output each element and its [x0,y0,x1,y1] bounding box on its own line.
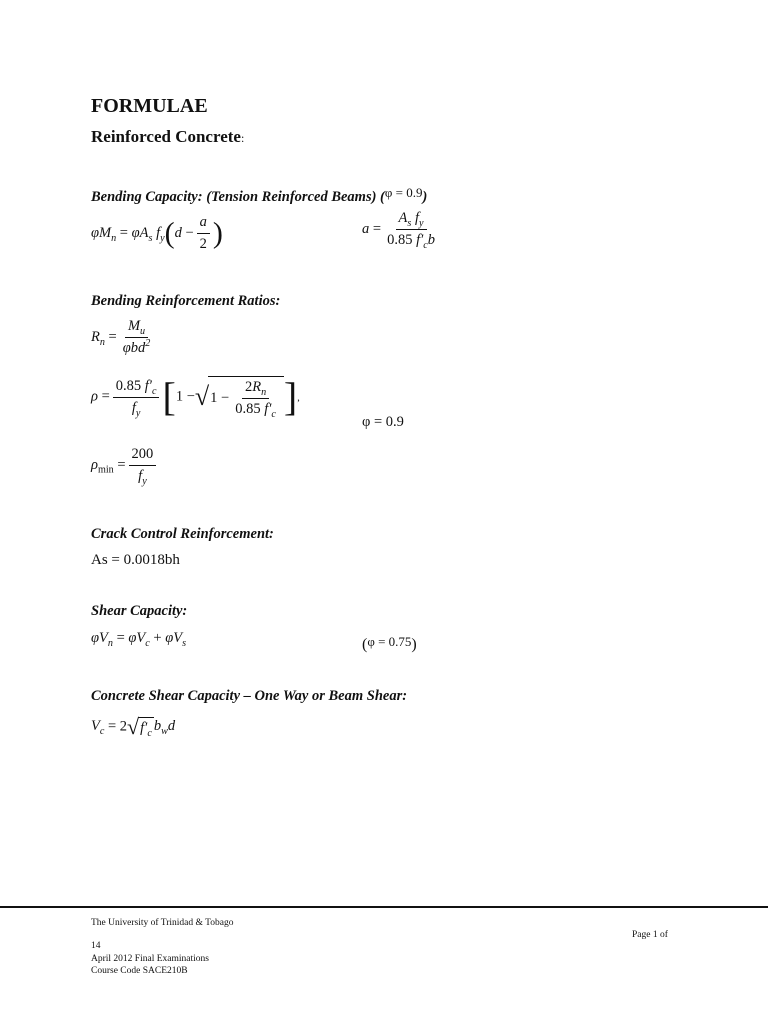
shear-capacity-phi-note: (φ = 0.75) [362,634,417,653]
formula-shear-capacity: $\varphi V_n = \varphi V_c + \varphi V_s$ [91,630,187,649]
bending-capacity-label: Bending Capacity: (Tension Reinforced Beams) ( [91,189,385,205]
formula-rho-min: $\rho_{min}$ = $\frac{200}{f_y}$ [91,446,159,485]
shear-capacity-phi: φ = 0.75 [367,634,412,649]
section-bending-capacity-title [91,185,427,206]
bending-capacity-phi: φ = 0.9 [384,185,423,200]
footer-divider [0,906,768,908]
footer-page-number: Page 1 of [632,930,668,940]
section-shear-capacity-title: Shear Capacity: [91,603,188,619]
footer-page-total: 14 [91,941,101,951]
formula-stress-block-depth: a = $\frac{A_s f_y}{0.85 f'_cb}$ [362,210,436,251]
footer-exam: April 2012 Final Examinations [91,954,209,964]
section-concrete-shear-title: Concrete Shear Capacity – One Way or Beam Shear: [91,688,408,704]
footer-university: The University of Trinidad & Tobago [91,918,234,928]
formula-rn: $R_n$ = $\frac{M_u}{\varphi bd^2}$ [91,318,151,356]
page-title: FORMULAE [91,95,208,117]
subtitle-colon: : [240,131,245,145]
page-subtitle [91,127,244,147]
formula-moment-capacity: $\varphi M_n = \varphi A_s$ $f_y(d$ − $\frac{a}{2}$ ) [91,214,223,252]
formula-rho: ρ = $\frac{0.85 f'_c}{f_y}$ [1 − √ 1 − $\frac{2R_n}{0.85 f'_c}$ ], [91,374,300,420]
section-bending-ratios-title: Bending Reinforcement Ratios: [91,293,281,309]
section-crack-control-title: Crack Control Reinforcement: [91,526,274,542]
bending-ratios-phi: φ = 0.9 [362,414,404,430]
formula-crack-control: As = 0.0018bh [91,552,180,568]
footer-course-code: Course Code SACE210B [91,966,188,976]
formula-concrete-shear: $V_c = 2$ √ $f'_c$ $b_wd$ [91,714,176,739]
bending-capacity-close: ) [422,189,428,205]
subtitle-text: Reinforced Concrete [91,127,241,146]
